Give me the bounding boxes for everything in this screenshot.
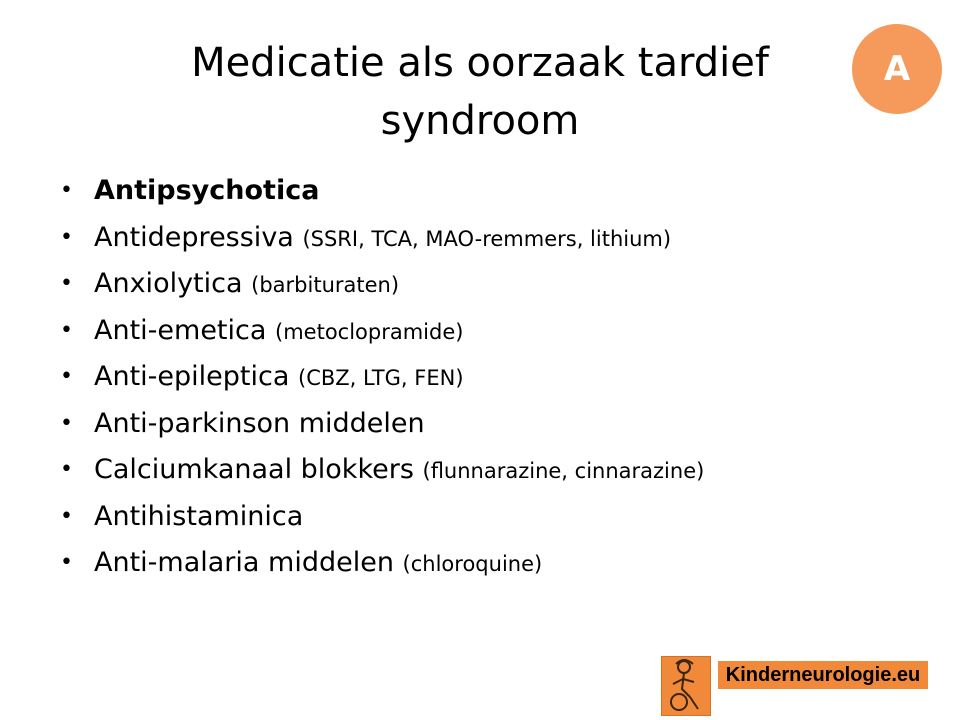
item-detail-text: (barbituraten)	[251, 273, 400, 297]
bullet-icon: •	[60, 224, 73, 250]
bullet-icon: •	[60, 550, 73, 575]
bullet-icon: •	[60, 317, 73, 343]
medication-list	[56, 168, 936, 587]
site-logo-banner: Kinderneurologie.eu	[718, 661, 928, 689]
list-item	[56, 308, 936, 355]
bullet-icon: •	[60, 503, 73, 529]
item-main-text: Antihistaminica	[94, 500, 304, 532]
list-item	[56, 354, 936, 401]
item-main-text: Anti-malaria middelen	[94, 547, 394, 578]
list-item	[56, 447, 936, 494]
list-item	[56, 540, 936, 587]
category-badge	[852, 24, 942, 114]
list-item	[56, 168, 936, 215]
bullet-icon: •	[60, 410, 73, 436]
item-detail-text: (CBZ, LTG, FEN)	[298, 366, 464, 390]
badge-letter: A	[883, 49, 911, 89]
item-detail-text: (metoclopramide)	[275, 319, 464, 344]
bullet-icon: •	[60, 364, 73, 389]
bullet-icon: •	[60, 457, 73, 482]
child-figure-logo-icon	[661, 656, 711, 716]
slide-title: Medicatie als oorzaak tardief syndroom	[191, 40, 769, 144]
child-figure-svg	[662, 657, 710, 715]
item-main-text: Anxiolytica	[94, 268, 243, 299]
item-main-text: Calciumkanaal blokkers	[94, 454, 414, 485]
item-main-text: Antidepressiva	[94, 221, 294, 253]
item-main-text: Anti-epileptica	[94, 361, 290, 392]
item-main-text: Anti-emetica	[94, 314, 267, 346]
list-item	[56, 401, 936, 448]
list-item	[56, 494, 936, 541]
bullet-icon: •	[60, 178, 73, 203]
item-detail-text: (chloroquine)	[402, 552, 543, 576]
item-main-text: Anti-parkinson middelen	[94, 407, 425, 439]
list-item	[56, 261, 936, 308]
bullet-icon: •	[60, 271, 73, 296]
item-detail-text: (flunnarazine, cinnarazine)	[422, 459, 705, 483]
list-item	[56, 215, 936, 262]
item-main-text: Antipsychotica	[94, 175, 320, 206]
item-detail-text: (SSRI, TCA, MAO-remmers, lithium)	[302, 226, 672, 251]
